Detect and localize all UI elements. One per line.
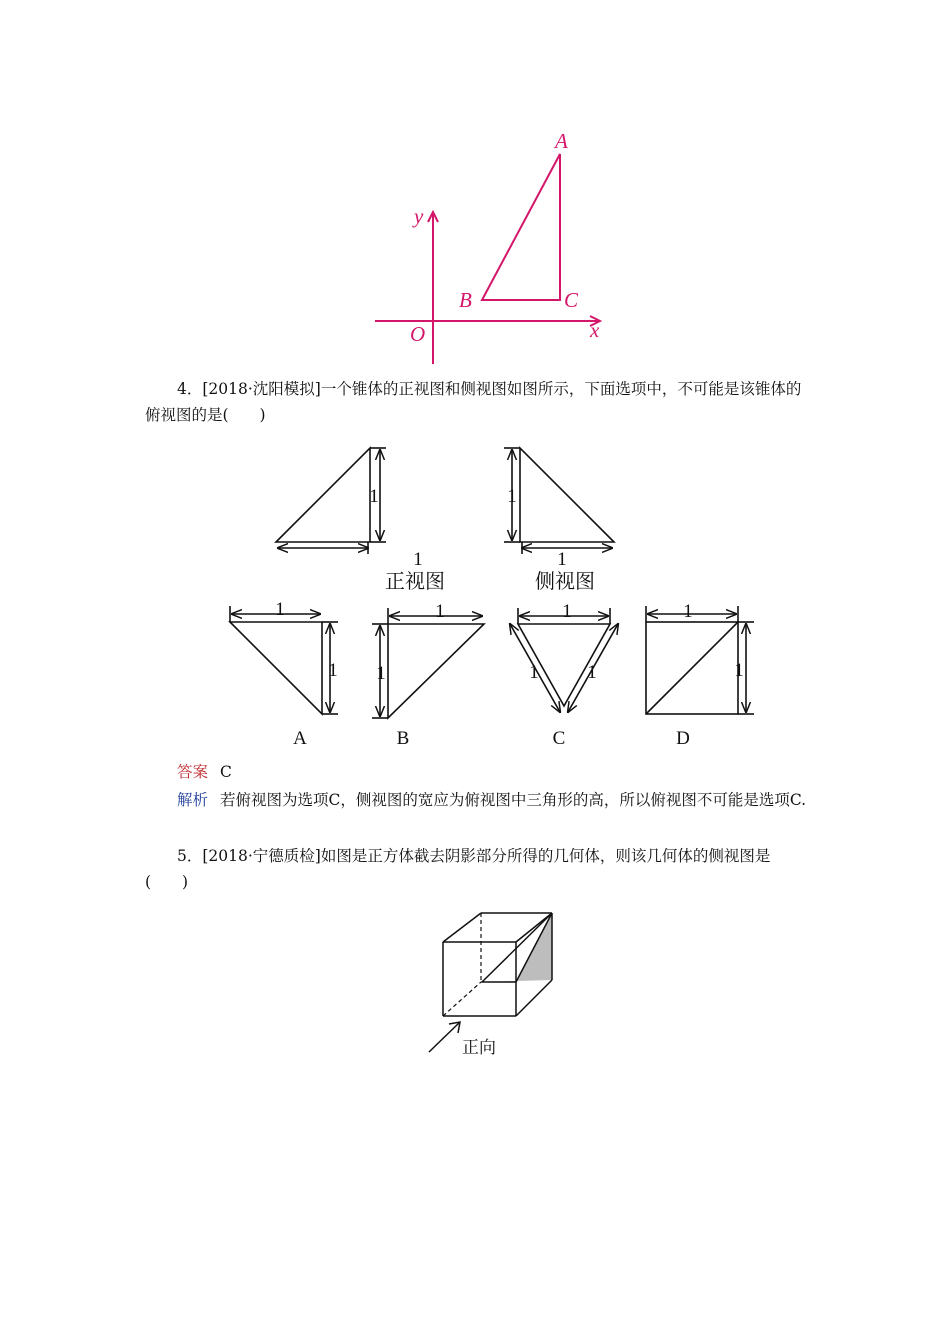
dim-b-left: 1 [376, 663, 386, 684]
triangle-abc [482, 154, 560, 300]
front-view-label: 正视图 [385, 571, 445, 593]
label-o: O [410, 322, 426, 346]
side-view-label: 侧视图 [535, 571, 595, 593]
dim-a-top: 1 [275, 599, 285, 620]
analysis-label: 解析 [177, 791, 209, 809]
option-c-label: C [552, 728, 566, 749]
question-stem: 一个锥体的正视图和侧视图如图所示，下面选项中，不可能是该锥体的俯视图的是( ) [145, 380, 802, 424]
dim-front-width: 1 [413, 549, 423, 570]
question-source: [2018·沈阳模拟] [202, 380, 321, 398]
label-b: B [459, 288, 472, 312]
option-a-label: A [293, 728, 307, 749]
question-number: 4． [177, 380, 203, 398]
dim-c-top: 1 [562, 601, 572, 622]
question-number: 5． [177, 847, 203, 865]
truncated-cube-figure [412, 902, 570, 1068]
label-c: C [564, 288, 579, 312]
answer-value: C [220, 763, 232, 781]
dim-c-right: 1 [587, 662, 597, 683]
dim-b-top: 1 [435, 601, 445, 622]
label-x: x [590, 318, 600, 342]
dim-a-right: 1 [328, 660, 338, 681]
option-b-label: B [396, 728, 410, 749]
answer-line [145, 759, 810, 785]
dim-front-height: 1 [369, 486, 379, 507]
option-b-figure [372, 608, 484, 718]
coordinate-triangle-figure [370, 122, 610, 370]
question-stem: 如图是正方体截去阴影部分所得的几何体，则该几何体的侧视图是( ) [145, 847, 771, 891]
answer-label: 答案 [177, 763, 209, 781]
direction-label: 正向 [462, 1038, 496, 1057]
analysis-block [145, 787, 810, 813]
dim-c-left: 1 [529, 662, 539, 683]
option-c-figure [510, 608, 618, 712]
question-5 [145, 843, 810, 895]
three-view-figure [218, 434, 766, 754]
label-y: y [414, 204, 424, 228]
option-a-figure [230, 606, 338, 714]
analysis-text: 若俯视图为选项C，侧视图的宽应为俯视图中三角形的高，所以俯视图不可能是选项C. [220, 791, 807, 809]
option-d-label: D [676, 728, 690, 749]
question-4 [145, 376, 810, 428]
dim-d-top: 1 [683, 601, 693, 622]
dim-side-height: 1 [507, 486, 517, 507]
dim-d-right: 1 [734, 660, 744, 681]
side-view [504, 448, 614, 554]
dim-side-width: 1 [557, 549, 567, 570]
question-source: [2018·宁德质检] [202, 847, 321, 865]
label-a: A [555, 129, 568, 153]
